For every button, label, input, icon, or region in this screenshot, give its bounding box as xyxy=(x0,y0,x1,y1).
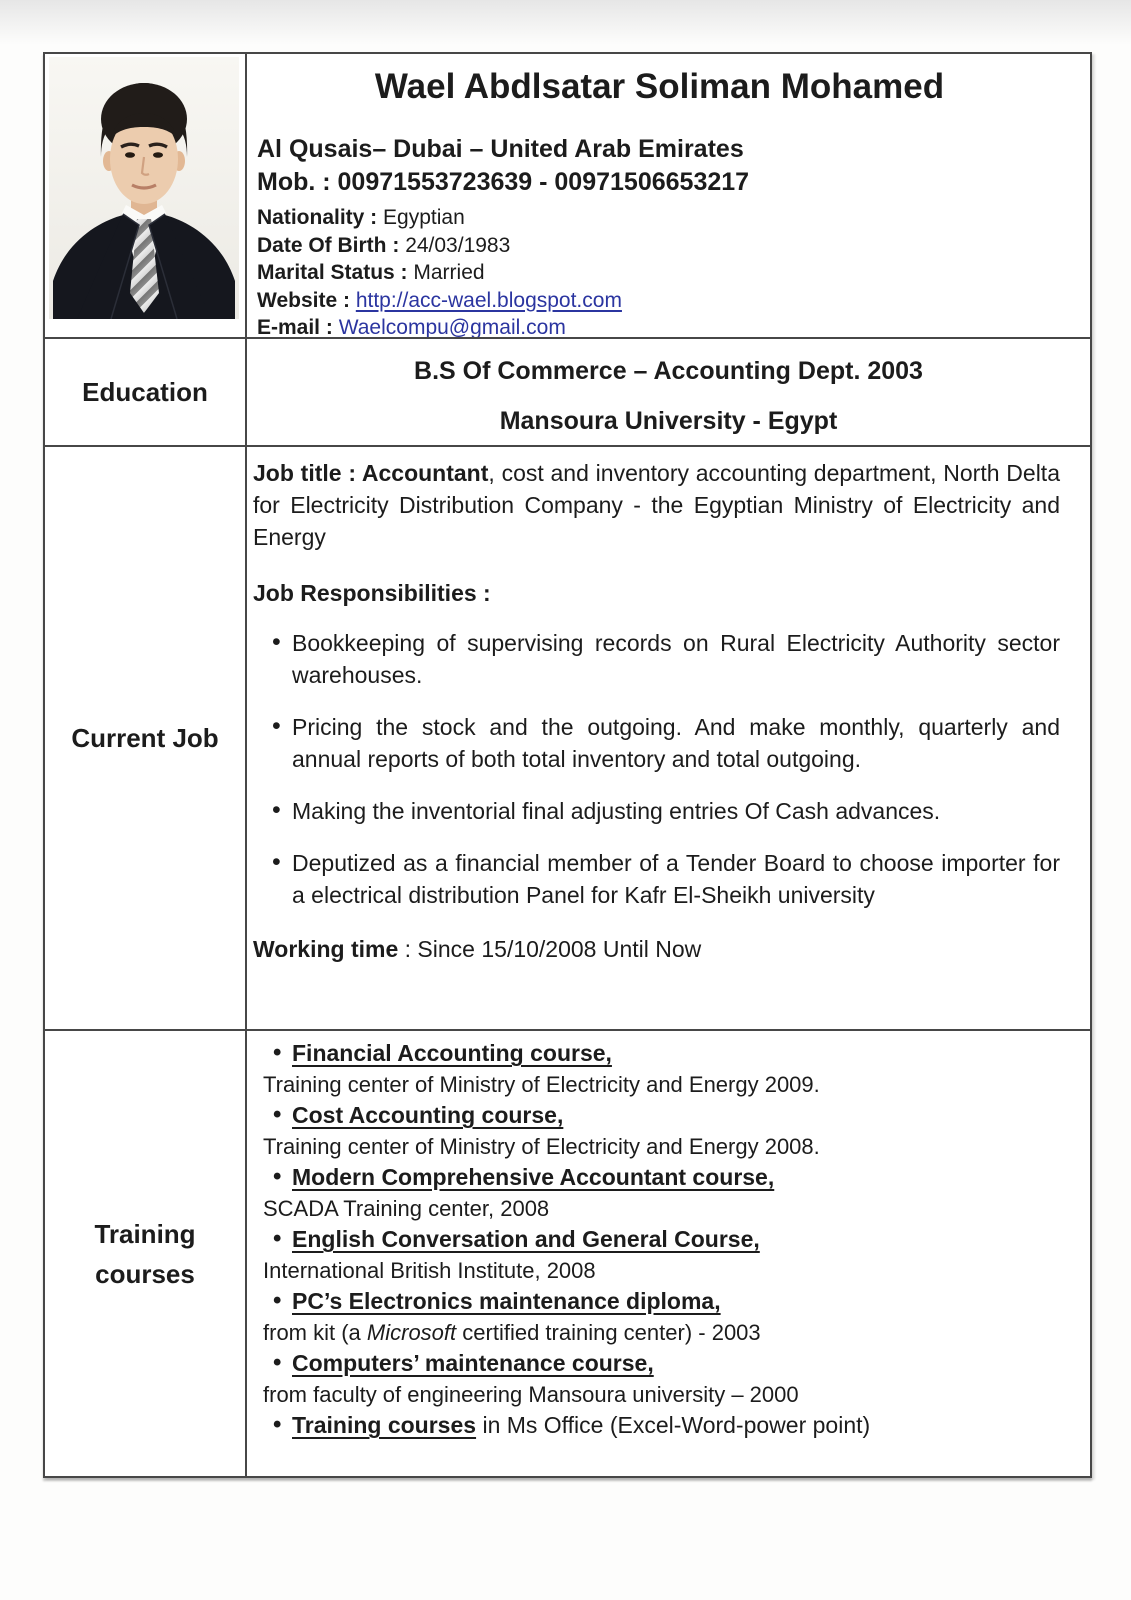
info-value: Married xyxy=(413,261,485,284)
education-degree: B.S Of Commerce – Accounting Dept. 2003 xyxy=(414,357,923,385)
course-detail-italic: Microsoft xyxy=(366,1320,457,1345)
info-value: 24/03/1983 xyxy=(405,233,511,257)
course-detail xyxy=(261,1317,1066,1348)
course-title: Modern Comprehensive Accountant course, xyxy=(292,1164,775,1190)
course-title: Cost Accounting course, xyxy=(292,1102,564,1128)
job-title-paragraph xyxy=(253,457,1060,553)
photo-cell xyxy=(45,54,245,337)
training-row-label-line2: courses xyxy=(95,1258,195,1289)
info-label: Website : xyxy=(257,288,350,312)
course-detail: Training center of Ministry of Electricity and Energy 2008. xyxy=(263,1134,820,1159)
course-title: Financial Accounting course, xyxy=(292,1040,612,1066)
job-responsibilities-heading: Job Responsibilities : xyxy=(253,580,491,606)
info-label: Marital Status : xyxy=(257,261,408,284)
training-course-item xyxy=(261,1162,1066,1193)
course-title-suffix: in Ms Office (Excel-Word-power point) xyxy=(476,1412,871,1438)
course-detail: from faculty of engineering Mansoura university – 2000 xyxy=(263,1382,799,1407)
training-course-item xyxy=(261,1348,1066,1379)
course-title: Computers’ maintenance course, xyxy=(292,1350,654,1376)
info-row-website xyxy=(257,287,1062,315)
info-value: Egyptian xyxy=(383,206,465,229)
address-line: Al Qusais– Dubai – United Arab Emirates xyxy=(257,135,744,163)
working-time-line xyxy=(253,933,1060,965)
mobile-line: Mob. : 00971553723639 - 00971506653217 xyxy=(257,168,750,196)
course-detail-text: certified training center) - 2003 xyxy=(456,1320,761,1345)
job-title-text: , cost and inventory accounting department, North Delta for Electricity Distribution Company - the Egyptian Ministry of Electricity and Energy xyxy=(253,460,1060,550)
email-link[interactable]: Waelcompu@gmail.com xyxy=(338,316,566,339)
course-detail: International British Institute, 2008 xyxy=(263,1258,596,1283)
info-row-marital-status xyxy=(257,259,1062,287)
info-row-nationality xyxy=(257,204,1062,232)
training-content xyxy=(245,1029,1090,1476)
job-responsibilities-list xyxy=(253,627,1060,911)
current-job-row-label: Current Job xyxy=(45,445,245,1029)
job-bullet: • Making the inventorial final adjusting entries Of Cash advances. xyxy=(253,795,1060,827)
training-course-item xyxy=(261,1286,1066,1317)
training-course-item xyxy=(261,1038,1066,1069)
scan-top-shadow xyxy=(0,0,1131,50)
portrait-photo xyxy=(49,57,239,319)
job-bullet: • Bookkeeping of supervising records on Rural Electricity Authority sector warehouses. xyxy=(253,627,1060,691)
info-label: Date Of Birth : xyxy=(257,233,400,257)
working-time-label: Working time xyxy=(253,936,399,962)
training-row-label-line1: Training xyxy=(94,1218,196,1249)
course-title: Training courses xyxy=(292,1412,477,1438)
current-job-content xyxy=(245,445,1090,1029)
course-title: PC’s Electronics maintenance diploma, xyxy=(292,1288,721,1314)
cv-table xyxy=(43,52,1092,1478)
training-row-label xyxy=(45,1029,245,1476)
website-link[interactable]: http://acc-wael.blogspot.com xyxy=(355,288,622,312)
header-cell xyxy=(245,54,1090,337)
education-content xyxy=(245,337,1090,445)
job-bullet: • Deputized as a financial member of a Tender Board to choose importer for a electrical distribution Panel for Kafr El-Sheikh university xyxy=(253,847,1060,911)
job-title-label: Job title : Accountant xyxy=(253,460,489,486)
info-row-birthdate xyxy=(257,232,1062,260)
education-university: Mansoura University - Egypt xyxy=(499,407,838,435)
personal-info xyxy=(257,204,1062,342)
education-row-label: Education xyxy=(45,337,245,445)
course-detail: Training center of Ministry of Electricity and Energy 2009. xyxy=(263,1072,820,1097)
person-name: Wael Abdlsatar Soliman Mohamed xyxy=(374,67,945,106)
training-course-item xyxy=(261,1224,1066,1255)
info-label: Nationality : xyxy=(257,206,378,229)
working-time-value: : Since 15/10/2008 Until Now xyxy=(398,936,702,962)
course-detail: SCADA Training center, 2008 xyxy=(263,1196,550,1221)
info-label: E-mail : xyxy=(257,316,333,339)
course-detail-text: from kit (a xyxy=(263,1320,367,1345)
training-course-item xyxy=(261,1410,1066,1441)
training-course-item xyxy=(261,1100,1066,1131)
course-title: English Conversation and General Course, xyxy=(292,1226,760,1252)
job-bullet: • Pricing the stock and the outgoing. And make monthly, quarterly and annual reports of both total inventory and total outgoing. xyxy=(253,711,1060,775)
